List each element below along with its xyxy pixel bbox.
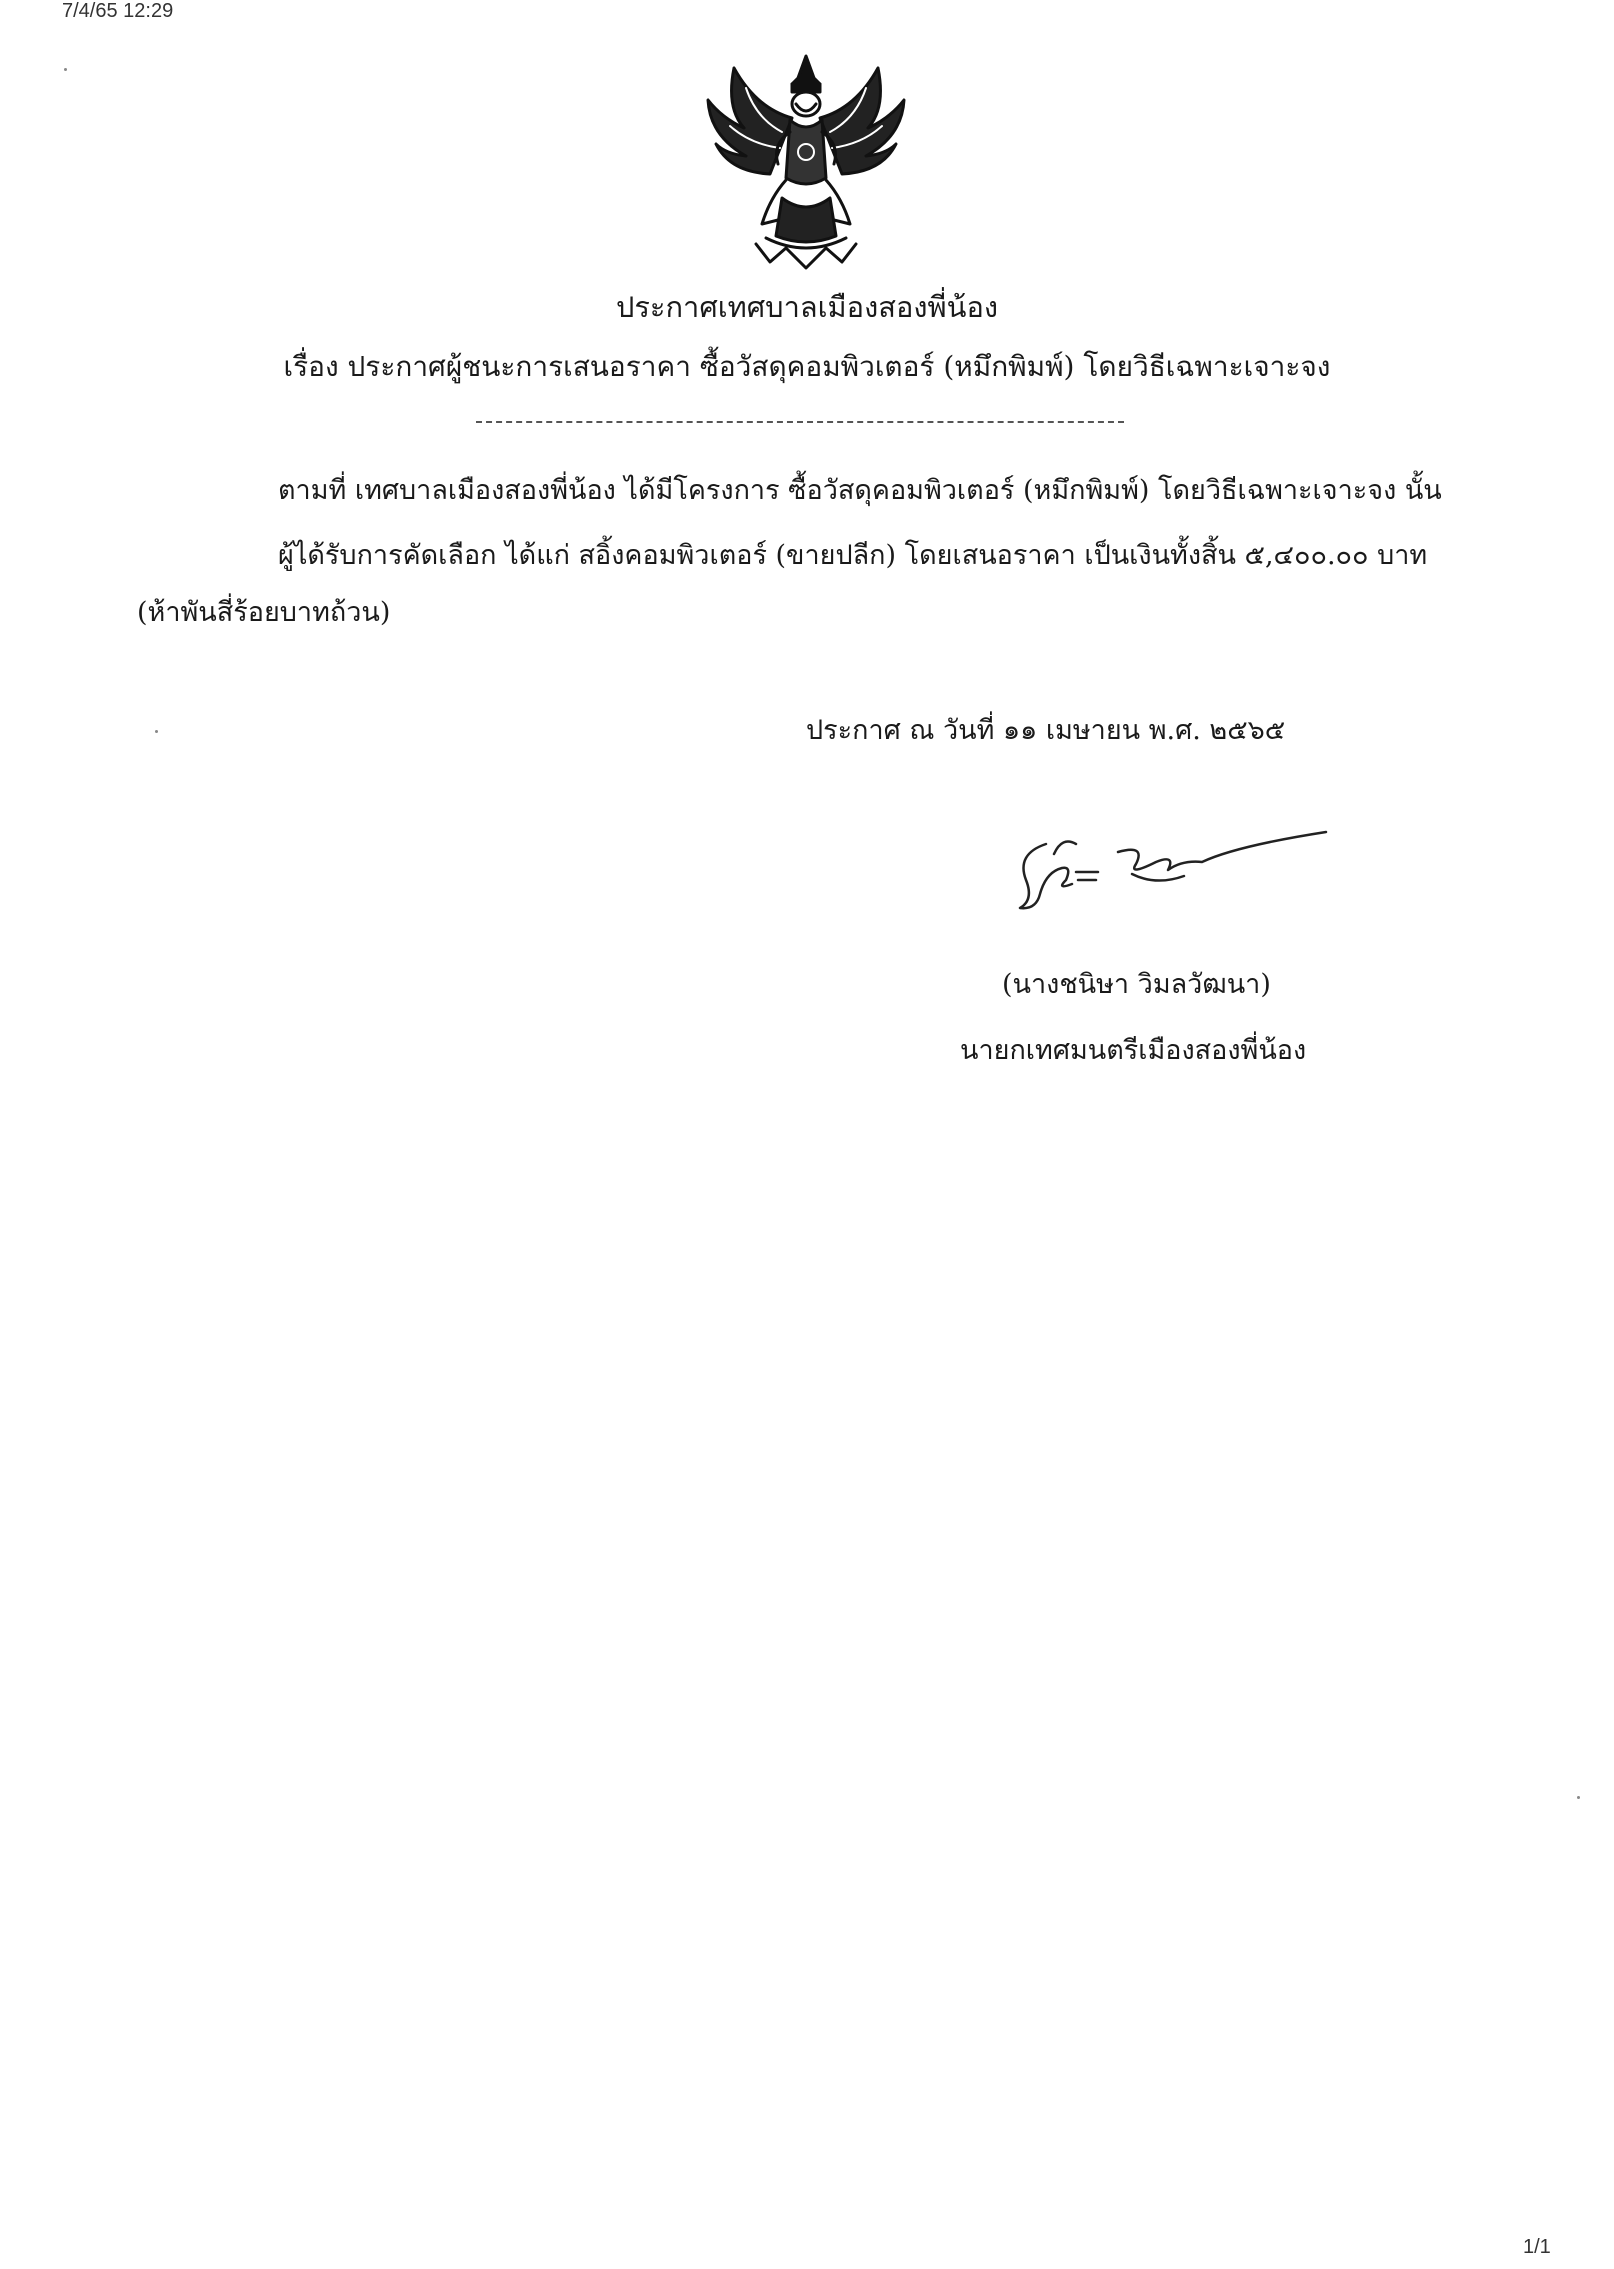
dashed-divider <box>476 421 1124 423</box>
announcement-date: ประกาศ ณ วันที่ ๑๑ เมษายน พ.ศ. ๒๕๖๕ <box>806 715 1286 746</box>
scan-speck <box>1577 1796 1580 1799</box>
print-timestamp: 7/4/65 12:29 <box>62 0 174 22</box>
paragraph-line-2: ผู้ได้รับการคัดเลือก ได้แก่ สอิ้งคอมพิวเตอร์ (ขายปลีก) โดยเสนอราคา เป็นเงินทั้งสิ้น ๕,๔๐๐.๐๐ บาท <box>278 540 1428 571</box>
scan-speck <box>64 68 67 71</box>
signer-position: นายกเทศมนตรีเมืองสองพี่น้อง <box>960 1035 1307 1066</box>
paragraph-line-3: (ห้าพันสี่ร้อยบาทถ้วน) <box>137 597 391 628</box>
paragraph-line-1: ตามที่ เทศบาลเมืองสองพี่น้อง ได้มีโครงการ ซื้อวัสดุคอมพิวเตอร์ (หมึกพิมพ์) โดยวิธีเฉพาะเจาะจง นั้น <box>278 475 1442 506</box>
garuda-emblem-icon <box>686 48 926 288</box>
signer-name: (นางชนิษา วิมลวัฒนา) <box>1002 969 1271 1000</box>
scan-speck <box>155 730 158 733</box>
announcement-title: ประกาศเทศบาลเมืองสองพี่น้อง <box>615 290 999 324</box>
page-number: 1/1 <box>1523 2236 1551 2258</box>
signature-icon <box>1006 824 1336 914</box>
announcement-subject: เรื่อง ประกาศผู้ชนะการเสนอราคา ซื้อวัสดุคอมพิวเตอร์ (หมึกพิมพ์) โดยวิธีเฉพาะเจาะจง <box>283 350 1331 383</box>
